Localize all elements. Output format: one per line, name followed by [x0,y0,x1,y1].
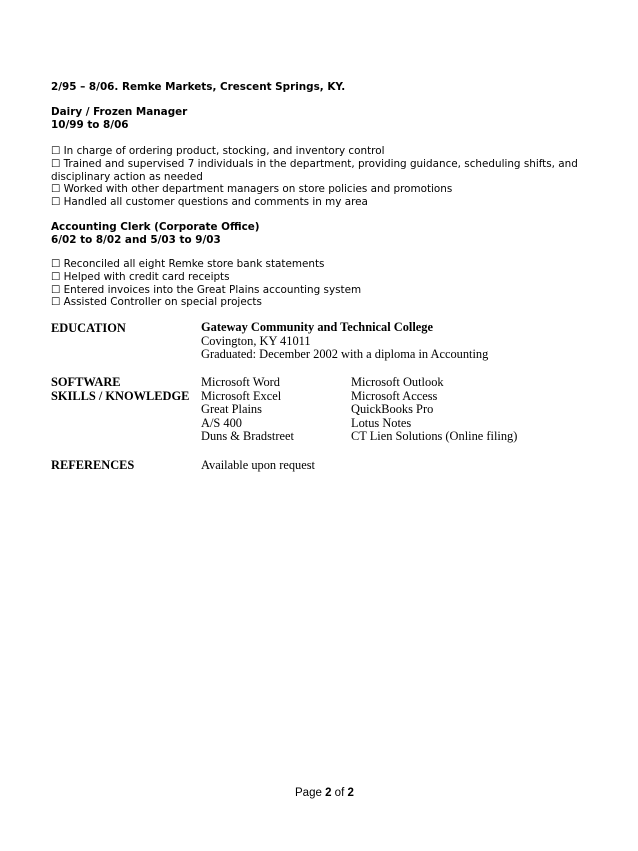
education-graduated: Graduated: December 2002 with a diploma in Accounting [201,347,489,361]
list-item: Microsoft Word [201,375,280,389]
list-item: CT Lien Solutions (Online filing) [351,429,518,443]
list-item: ☐ Entered invoices into the Great Plains accounting system [51,283,362,296]
list-item: Lotus Notes [351,415,412,430]
position-title-dairy-manager: Dairy / Frozen Manager [51,106,188,118]
list-item: Great Plains [201,402,262,416]
list-item: Duns & Bradstreet [201,429,294,443]
list-item: ☐ Reconciled all eight Remke store bank statements [51,258,325,270]
software-column-1 [201,376,294,444]
list-item: Microsoft Access [351,388,438,403]
list-item: ☐ Helped with credit card receipts [51,270,230,283]
job-header: 2/95 – 8/06. Remke Markets, Crescent Springs, KY. [51,81,346,93]
education-label: EDUCATION [51,321,126,335]
list-item: ☐ Assisted Controller on special projects [51,296,262,309]
software-label-line1: SOFTWARE [51,375,121,389]
software-label [51,376,189,403]
list-item: ☐ In charge of ordering product, stocking, and inventory control [51,145,385,157]
bullet-list-accounting-clerk [51,258,361,309]
references-label: REFERENCES [51,458,135,472]
bullet-list-dairy-manager [51,145,591,209]
education-location: Covington, KY 41011 [201,333,311,348]
software-column-2 [351,376,517,444]
list-item: ☐ Worked with other department managers on store policies and promotions [51,183,453,196]
position-dates-accounting-clerk: 6/02 to 8/02 and 5/03 to 9/03 [51,234,221,246]
education-school: Gateway Community and Technical College [201,320,433,334]
page-of: of [334,787,345,799]
software-label-line2: SKILLS / KNOWLEDGE [51,388,190,403]
page-number [295,787,354,799]
list-item: QuickBooks Pro [351,402,434,416]
list-item: ☐ Handled all customer questions and comments in my area [51,196,368,209]
page-total: 2 [347,787,354,799]
position-dates-dairy-manager: 10/99 to 8/06 [51,119,129,131]
list-item: Microsoft Excel [201,388,282,403]
list-item: ☐ Trained and supervised 7 individuals in the department, providing guidance, scheduling shifts, and disciplinary action as needed [51,157,578,183]
page-prefix: Page [295,787,322,799]
position-title-accounting-clerk: Accounting Clerk (Corporate Office) [51,221,260,233]
page-current: 2 [325,787,332,799]
education-details [201,321,488,362]
references-text: Available upon request [201,458,316,472]
list-item: Microsoft Outlook [351,375,444,389]
list-item: A/S 400 [201,415,242,430]
